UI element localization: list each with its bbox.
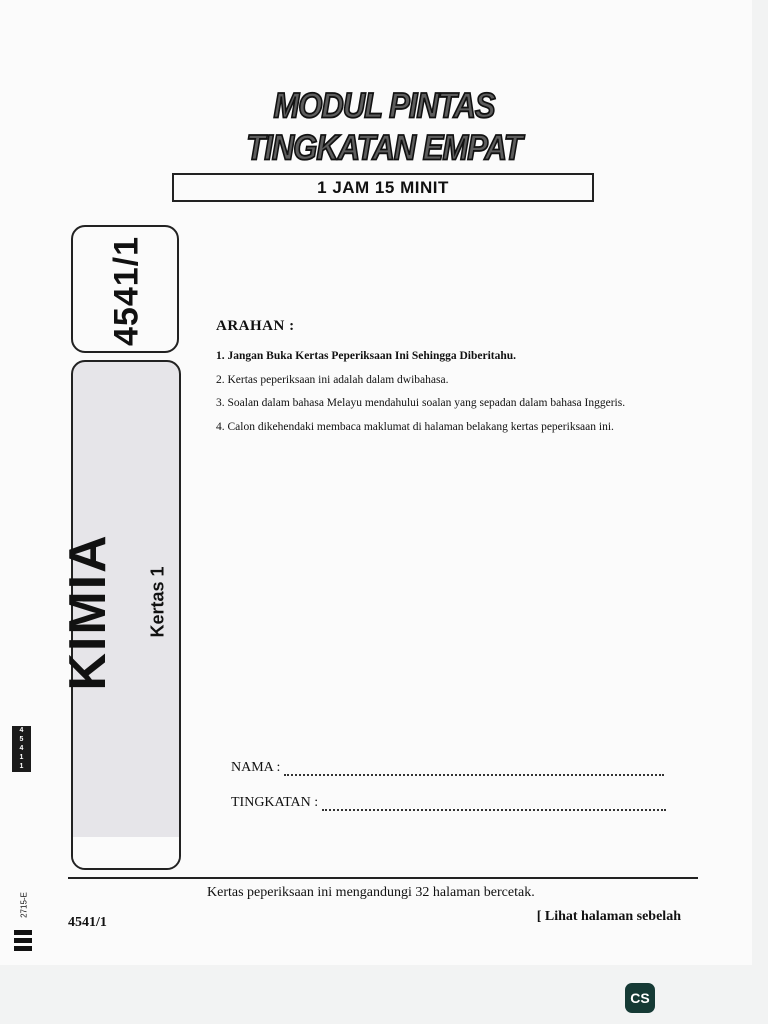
instruction-item: 3. Soalan dalam bahasa Melayu mendahului soalan yang sepadan dalam bahasa Inggeris. — [216, 397, 626, 409]
subject-title: KIMIA — [59, 533, 117, 691]
margin-tab-digit: 1 — [19, 754, 24, 761]
name-label: NAMA : — [231, 760, 281, 775]
barcode-mark-icon — [14, 930, 32, 952]
instruction-item: 1. Jangan Buka Kertas Peperiksaan Ini Sehingga Diberitahu. — [216, 350, 517, 362]
instructions-list — [216, 345, 696, 439]
subject-box-bottom — [73, 837, 179, 868]
paper-code-vertical: 4541/1 — [107, 236, 146, 346]
duration-box: 1 JAM 15 MINIT — [172, 173, 594, 202]
margin-tab-digit: 5 — [19, 736, 24, 743]
margin-code-tab — [12, 726, 31, 772]
margin-tab-digit: 4 — [19, 745, 24, 752]
module-title: MODUL PINTAS — [273, 85, 495, 126]
name-field[interactable] — [231, 760, 664, 776]
paper-number: Kertas 1 — [147, 566, 168, 638]
print-code: 2715-E — [19, 892, 29, 918]
next-page-note: [ Lihat halaman sebelah — [536, 909, 681, 924]
footer-paper-code: 4541/1 — [68, 915, 107, 930]
paper-code-box — [71, 225, 179, 353]
footer-rule — [68, 877, 698, 879]
form-level-title: TINGKATAN EMPAT — [246, 127, 522, 168]
instructions-heading: ARAHAN : — [216, 318, 295, 334]
camscanner-badge-icon: CS — [625, 983, 655, 1013]
margin-tab-digit: 4 — [19, 727, 24, 734]
level-label: TINGKATAN : — [231, 795, 319, 810]
name-dotted-line[interactable] — [284, 768, 664, 776]
instruction-item: 2. Kertas peperiksaan ini adalah dalam dwibahasa. — [216, 373, 449, 386]
level-field[interactable] — [231, 795, 666, 811]
margin-tab-digit: 1 — [19, 763, 24, 770]
instructions-section — [216, 318, 696, 439]
level-dotted-line[interactable] — [322, 803, 666, 811]
page-count-note: Kertas peperiksaan ini mengandungi 32 halaman bercetak. — [207, 885, 535, 900]
instruction-item: 4. Calon dikehendaki membaca maklumat di halaman belakang kertas peperiksaan ini. — [216, 420, 614, 433]
